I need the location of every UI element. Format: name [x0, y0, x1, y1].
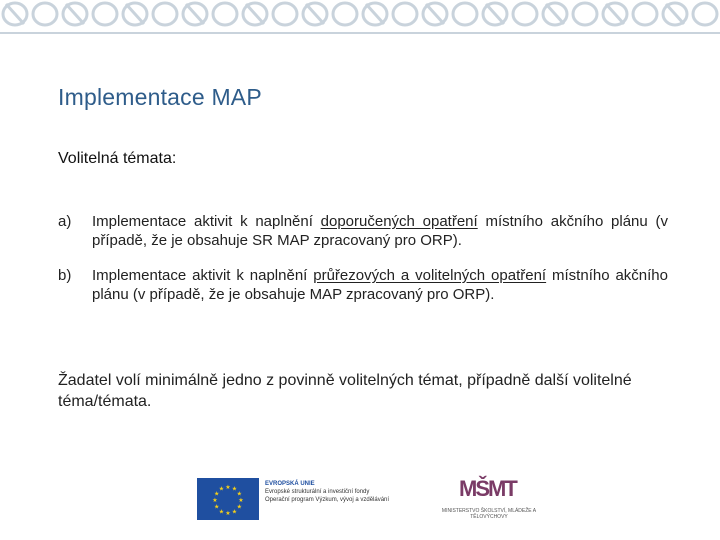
banner-shape	[573, 3, 597, 25]
banner-stroke	[366, 4, 384, 24]
eu-star-icon: ★	[212, 498, 218, 504]
list-marker: b)	[58, 267, 72, 284]
banner-shape	[693, 3, 717, 25]
banner-shape	[213, 3, 237, 25]
eu-program-line: Operační program Výzkum, vývoj a vzdělávání	[265, 497, 390, 503]
eu-funds-line: Evropské strukturální a investiční fondy	[265, 489, 370, 495]
footer-logos	[197, 476, 537, 522]
text-span: Implementace aktivit k naplnění	[92, 213, 321, 230]
banner-stroke	[486, 4, 504, 24]
banner-stroke	[126, 4, 144, 24]
text-span: místního akčního plánu (v případě, že je obsahuje SR MAP zpracovaný pro ORP).	[92, 213, 668, 249]
eu-title: EVROPSKÁ UNIE	[265, 481, 315, 487]
banner-shape	[153, 3, 177, 25]
banner-stroke	[666, 4, 684, 24]
eu-logo-text	[265, 480, 435, 504]
eu-star-icon: ★	[236, 504, 242, 511]
banner-shape	[453, 3, 477, 25]
eu-star-icon: ★	[238, 498, 244, 504]
banner-stroke	[246, 4, 264, 24]
banner-shape	[633, 3, 657, 25]
eu-stars-icon	[197, 478, 259, 520]
page-title: Implementace MAP	[58, 84, 262, 110]
banner-stroke	[606, 4, 624, 24]
underlined-text: doporučených opatření	[320, 213, 478, 230]
banner-stroke	[306, 4, 324, 24]
applicant-note: Žadatel volí minimálně jedno z povinně volitelných témat, případně další volitelné téma/témata.	[58, 372, 632, 410]
list-marker: a)	[58, 213, 72, 230]
list-item	[58, 212, 668, 250]
ministry-logo	[441, 476, 537, 522]
eu-star-icon: ★	[231, 509, 238, 516]
banner-stroke	[186, 4, 204, 24]
eu-star-icon: ★	[214, 504, 220, 511]
banner-shape	[393, 3, 417, 25]
text-span: místního akčního plánu (v případě, že je obsahuje MAP zpracovaný pro ORP).	[92, 267, 668, 303]
banner-stroke	[546, 4, 564, 24]
banner-shape	[33, 3, 57, 25]
eu-star-icon: ★	[225, 485, 231, 491]
banner-shape	[513, 3, 537, 25]
eu-star-icon: ★	[214, 491, 220, 498]
text-span: Implementace aktivit k naplnění	[92, 267, 314, 284]
banner-pattern	[0, 0, 720, 38]
banner-shape	[273, 3, 297, 25]
list-item	[58, 266, 668, 304]
banner-stroke	[6, 4, 24, 24]
eu-star-icon: ★	[218, 486, 225, 493]
eu-star-icon: ★	[225, 511, 231, 517]
list-item-text	[92, 266, 668, 304]
eu-star-icon: ★	[236, 491, 242, 498]
banner-stroke	[66, 4, 84, 24]
list-item-text	[92, 212, 668, 250]
banner-shape	[333, 3, 357, 25]
ministry-mark: MŠMT	[459, 476, 516, 501]
section-subtitle: Volitelná témata:	[58, 150, 177, 167]
eu-star-icon: ★	[231, 486, 238, 493]
underlined-text: průřezových a volitelných opatření	[313, 267, 547, 284]
banner-stroke	[426, 4, 444, 24]
banner-shape	[93, 3, 117, 25]
eu-star-icon: ★	[218, 509, 225, 516]
eu-flag-logo	[197, 478, 259, 520]
ministry-name: MINISTERSTVO ŠKOLSTVÍ, MLÁDEŽE A TĚLOVÝCHOVY	[441, 508, 537, 520]
decorative-banner	[0, 0, 720, 38]
